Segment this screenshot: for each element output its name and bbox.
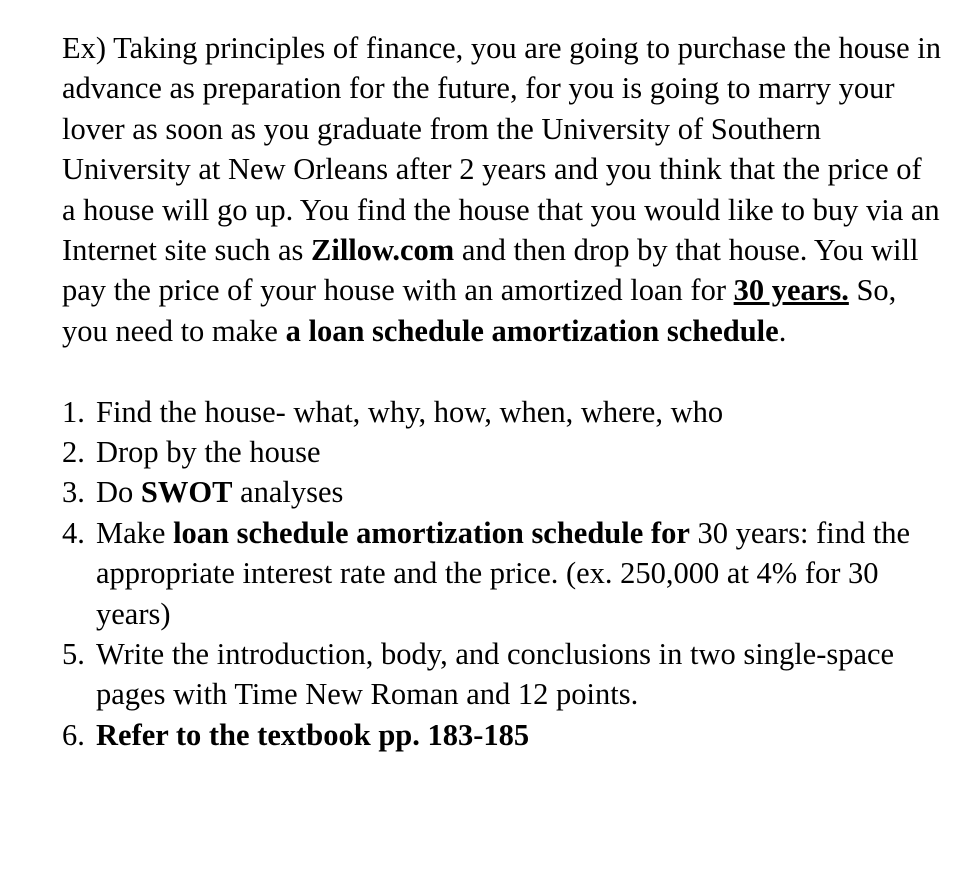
step-number: 3.	[62, 475, 85, 510]
step-suffix: 30 years: find the appropriate interest rate and the price. (ex. 250,000 at 4% for 30 years)	[96, 515, 911, 631]
step-bold: loan schedule amortization schedule for	[173, 515, 690, 550]
intro-text-3: So, you need to make	[62, 273, 897, 348]
step-text: Find the house- what, why, how, when, where, who	[96, 394, 724, 429]
intro-text-4: .	[778, 313, 787, 348]
step-text: Write the introduction, body, and conclusions in two single-space pages with Time New Roman and 12 points.	[96, 637, 895, 712]
paragraph-gap	[62, 351, 942, 391]
schedule-phrase: a loan schedule amortization schedule	[285, 313, 779, 348]
list-item	[62, 432, 942, 472]
step-prefix: Make	[96, 515, 174, 550]
step-text: Drop by the house	[96, 435, 321, 470]
step-prefix: Do	[96, 475, 141, 510]
list-item	[62, 513, 942, 634]
intro-text-2: and then drop by that house. You will pay the price of your house with an amortized loan for	[62, 233, 919, 308]
step-number: 4.	[62, 515, 85, 550]
step-number: 2.	[62, 435, 85, 470]
list-item	[62, 472, 942, 512]
site-name: Zillow.com	[311, 233, 455, 268]
step-number: 5.	[62, 637, 85, 672]
list-item	[62, 634, 942, 715]
list-item	[62, 715, 942, 755]
list-item	[62, 392, 942, 432]
intro-text-1: Ex) Taking principles of finance, you are going to purchase the house in advance as preparation for the future, for you is going to marry your lover as soon as you graduate from the University of Southern University at New Orleans after 2 years and you think that the price of a house will go up. You find the house that you would like to buy via an Internet site such as	[62, 31, 942, 268]
intro-paragraph	[62, 28, 942, 351]
step-suffix: analyses	[232, 475, 344, 510]
loan-term: 30 years.	[733, 273, 849, 308]
step-bold: Refer to the textbook pp. 183-185	[96, 717, 530, 752]
step-number: 1.	[62, 394, 85, 429]
document-body	[62, 28, 942, 755]
step-bold: SWOT	[140, 475, 233, 510]
step-number: 6.	[62, 717, 85, 752]
steps-list	[62, 392, 942, 756]
